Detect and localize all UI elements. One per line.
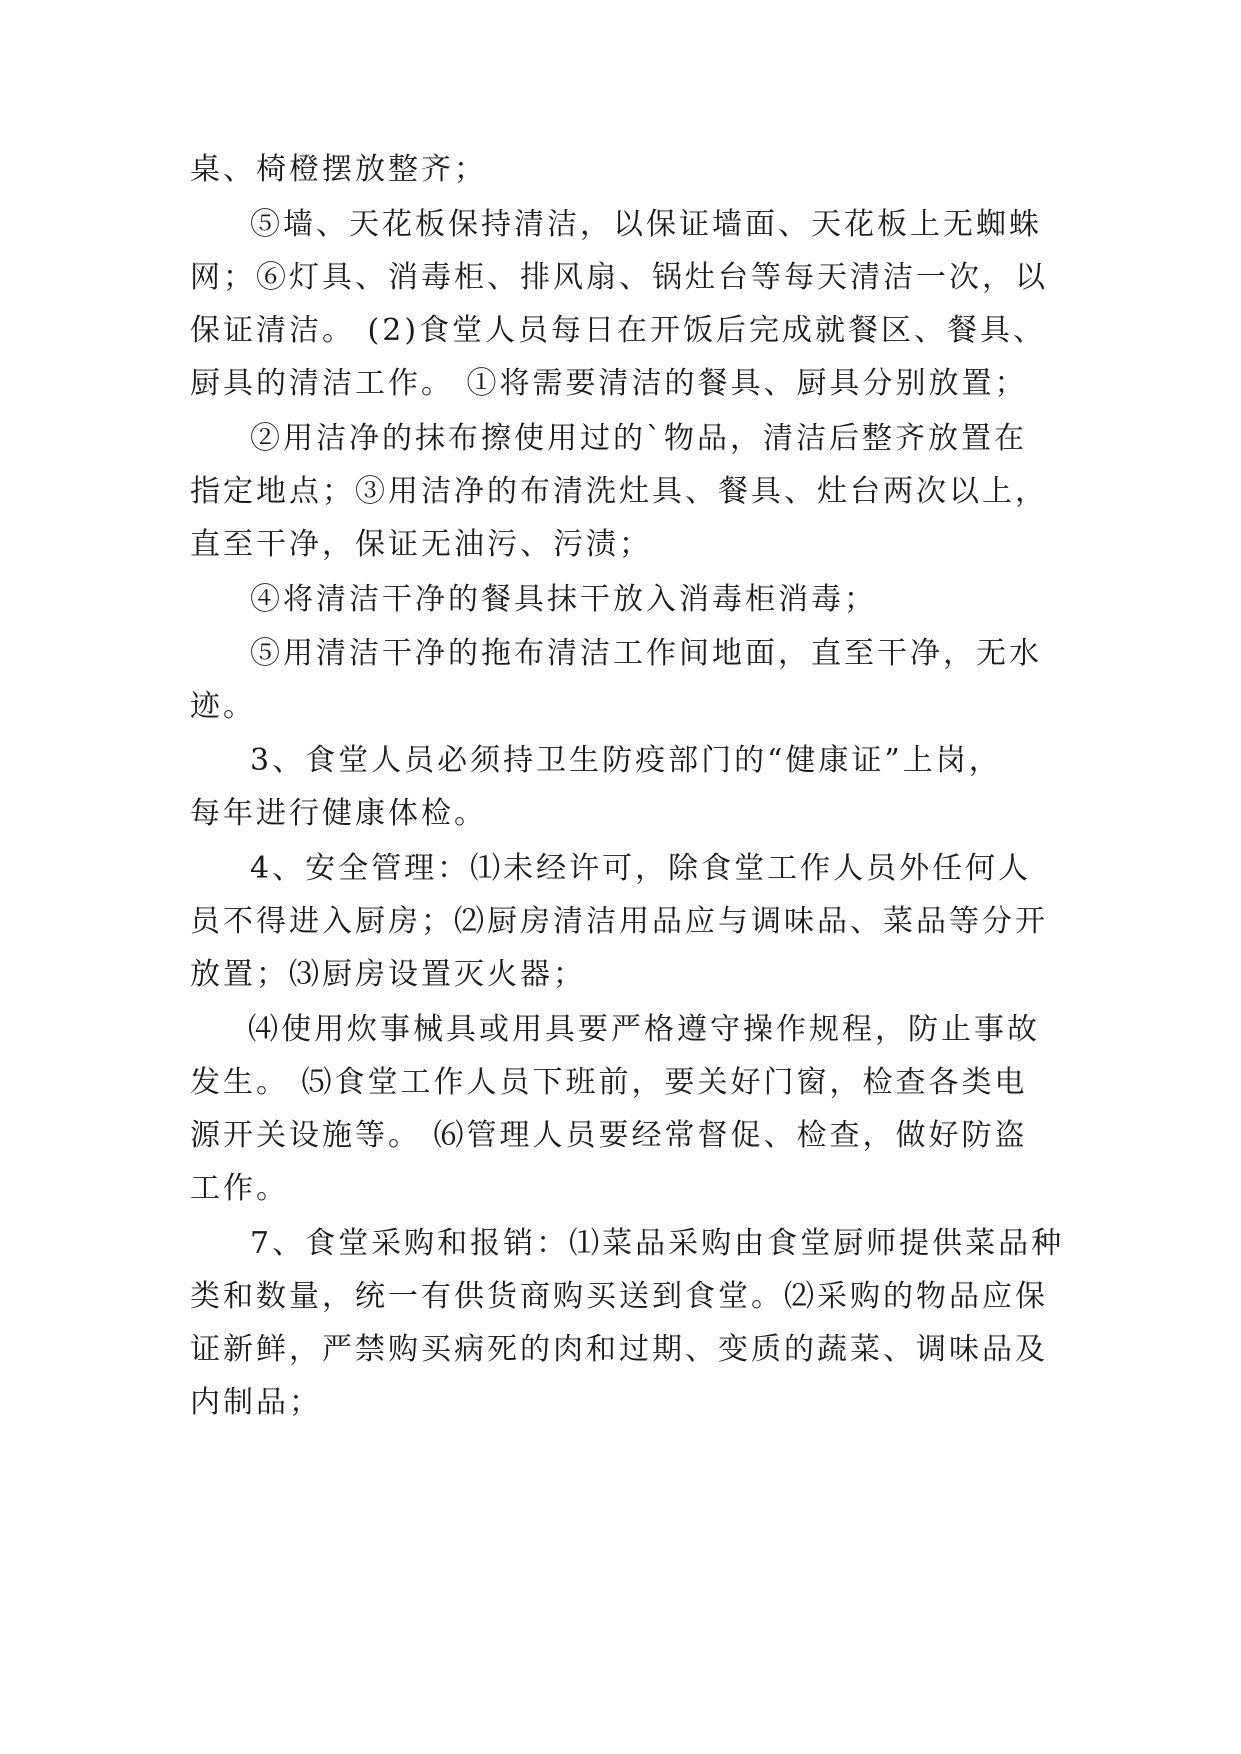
text-line: ④将清洁干净的餐具抹干放入消毒柜消毒； [250,582,877,617]
text-line: 内制品； [190,1385,322,1420]
text-line: 工作。 [190,1171,289,1206]
text-line: 指定地点；③用洁净的布清洗灶具、餐具、灶台两次以上， [190,474,1048,509]
text-line: 4、安全管理：⑴未经许可，除食堂工作人员外任何人 [250,851,1032,886]
text-line: 迹。 [190,689,256,724]
text-line: ⑤墙、天花板保持清洁，以保证墙面、天花板上无蜘蛛 [250,207,1042,242]
text-line: 员不得进入厨房；⑵厨房清洁用品应与调味品、菜品等分开 [190,904,1048,939]
text-line: 厨具的清洁工作。 ①将需要清洁的餐具、厨具分别放置； [190,366,1028,401]
text-line: ⑤用清洁干净的拖布清洁工作间地面，直至干净，无水 [250,636,1042,671]
text-line: 3、食堂人员必须持卫生防疫部门的“健康证”上岗， [250,743,1002,778]
text-line: 每年进行健康体检。 [190,796,487,831]
text-line: 源开关设施等。 ⑹管理人员要经常督促、检查，做好防盗 [190,1118,1028,1153]
text-line: ⑷使用炊事械具或用具要严格遵守操作规程，防止事故 [248,1012,1040,1047]
text-line: 桌、椅橙摆放整齐； [190,152,487,187]
text-line: 直至干净，保证无油污、污渍； [190,527,652,562]
text-line: 类和数量，统一有供货商购买送到食堂。⑵采购的物品应保 [190,1279,1048,1314]
text-line: 证新鲜，严禁购买病死的肉和过期、变质的蔬菜、调味品及 [190,1332,1048,1367]
text-line: 保证清洁。 (2)食堂人员每日在开饭后完成就餐区、餐具、 [190,313,1047,348]
text-line: 发生。 ⑸食堂工作人员下班前，要关好门窗，检查各类电 [190,1065,1028,1100]
text-line: 7、食堂采购和报销：⑴菜品采购由食堂厨师提供菜品种 [250,1226,1065,1261]
text-line: 放置；⑶厨房设置灭火器； [190,957,586,992]
text-line: ②用洁净的抹布擦使用过的`物品，清洁后整齐放置在 [250,421,1027,456]
text-line: 网；⑥灯具、消毒柜、排风扇、锅灶台等每天清洁一次，以 [190,260,1048,295]
